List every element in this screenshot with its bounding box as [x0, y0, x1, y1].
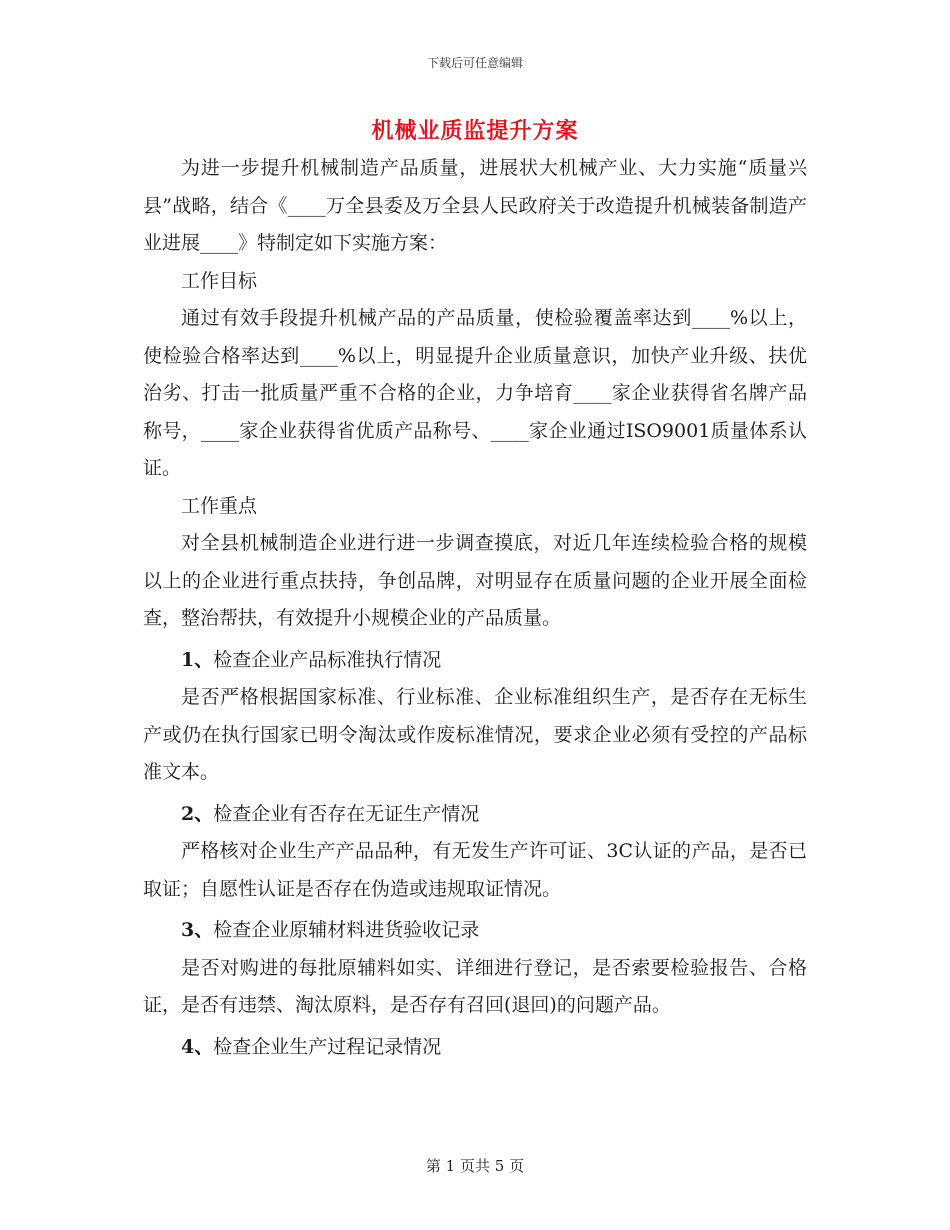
item-heading-4: [143, 1029, 807, 1067]
item-number: 4、: [181, 1035, 214, 1058]
item-body-3: 是否对购进的每批原辅料如实、详细进行登记，是否索要检验报告、合格证，是否有违禁、淘汰原料，是否存有召回(退回)的问题产品。: [143, 956, 807, 1016]
item-title: 检查企业生产过程记录情况: [213, 1035, 442, 1058]
item-title: 检查企业有否存在无证生产情况: [213, 802, 480, 825]
item-number: 1、: [181, 648, 214, 671]
section-heading-focus: 工作重点: [181, 494, 258, 517]
focus-paragraph: 对全县机械制造企业进行进一步调查摸底，对近几年连续检验合格的规模以上的企业进行重点扶持，争创品牌，对明显存在质量问题的企业开展全面检查，整治帮扶，有效提升小规模企业的产品质量。: [143, 532, 807, 629]
item-number: 2、: [181, 802, 214, 825]
section-heading-goals: 工作目标: [181, 269, 258, 292]
goals-paragraph: 通过有效手段提升机械产品的产品质量，使检验覆盖率达到____%以上，使检验合格率达到____%以上，明显提升企业质量意识，加快产业升级、扶优治劣、打击一批质量严重不合格的企业，力争培育____家企业获得省名牌产品称号，____家企业获得省优质产品称号、____家企业通过ISO9001质量体系认证。: [143, 307, 807, 479]
document-body: [143, 150, 807, 1066]
item-body-1: 是否严格根据国家标准、行业标准、企业标准组织生产，是否存在无标生产或仍在执行国家已明令淘汰或作废标准情况，要求企业必须有受控的产品标准文本。: [143, 686, 807, 783]
item-heading-3: [143, 912, 807, 950]
page-header-note: 下载后可任意编辑: [426, 56, 523, 70]
item-number: 3、: [181, 919, 214, 941]
item-heading-2: [143, 796, 807, 834]
item-heading-1: [143, 642, 807, 680]
item-title: 检查企业原辅材料进货验收记录: [213, 919, 480, 941]
document-title: 机械业质监提升方案: [371, 118, 579, 144]
page-number-footer: 第 1 页共 5 页: [425, 1157, 525, 1175]
intro-paragraph: 为进一步提升机械制造产品质量，进展状大机械产业、大力实施“质量兴县”战略，结合《____万全县委及万全县人民政府关于改造提升机械装备制造产业进展____》特制定如下实施方案：: [143, 157, 807, 254]
item-body-2: 严格核对企业生产产品品种，有无发生产许可证、3C认证的产品，是否已取证；自愿性认证是否存在伪造或违规取证情况。: [143, 840, 807, 900]
item-title: 检查企业产品标准执行情况: [213, 648, 442, 671]
